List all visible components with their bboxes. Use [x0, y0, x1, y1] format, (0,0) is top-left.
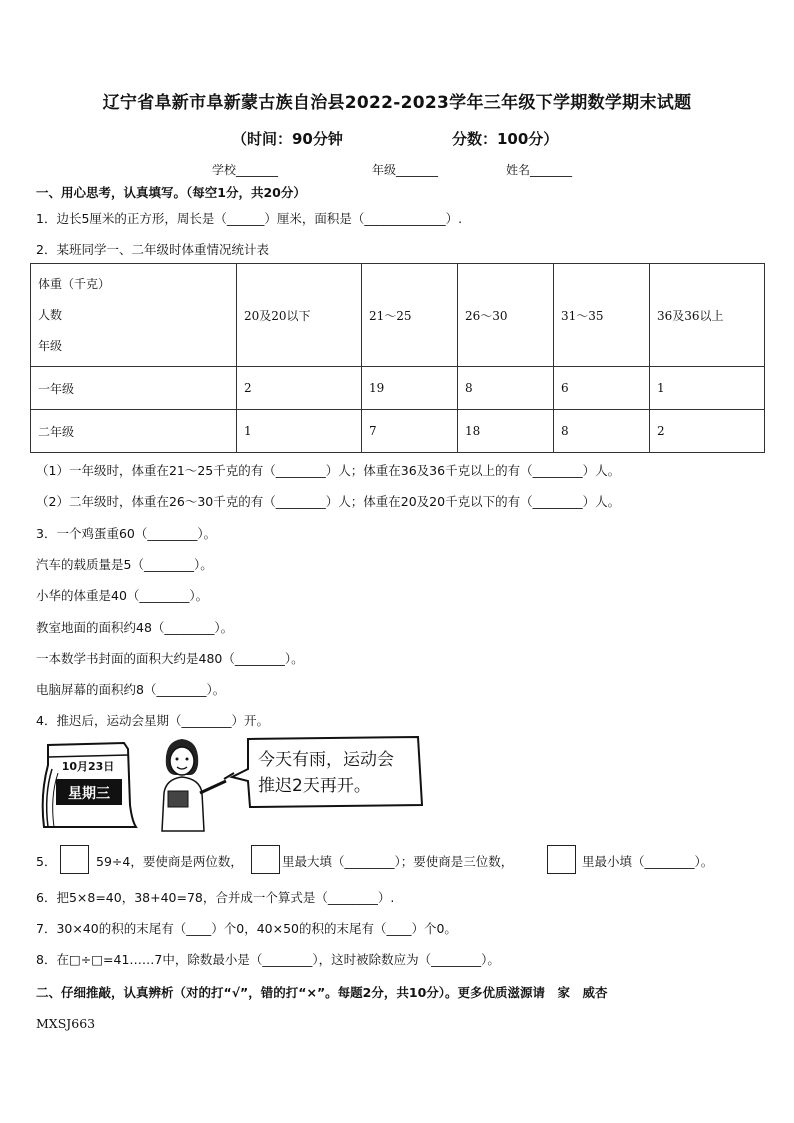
weight-table	[30, 263, 765, 453]
table-cell: 2	[237, 367, 362, 410]
question-3-e: 一本数学书封面的面积大约是480（________）。	[36, 651, 304, 666]
question-3-d: 教室地面的面积约48（________）。	[36, 620, 234, 635]
grade-field: 年级_______	[372, 163, 439, 177]
document-code: MXSJ663	[36, 1016, 96, 1031]
question-4-illustration	[36, 735, 436, 835]
table-cell: 1	[237, 410, 362, 453]
question-5-part-a: 59÷4，要使商是两位数，	[96, 854, 243, 869]
table-cell: 7	[362, 410, 458, 453]
school-field: 学校_______	[212, 163, 279, 177]
question-2-2: （2）二年级时，体重在26～30千克的有（________）人；体重在20及20千克以下的有（________）人。	[36, 494, 621, 509]
calendar-date: 10月23日	[61, 760, 115, 773]
question-8: 8．在□÷□=41……7中，除数最小是（________），这时被除数应为（________）。	[36, 952, 500, 967]
table-cell: 8	[458, 367, 554, 410]
speech-line-1: 今天有雨，运动会	[258, 750, 394, 770]
section-1-heading: 一、用心思考，认真填写。（每空1分，共20分）	[36, 185, 306, 200]
table-corner-cell	[31, 264, 237, 367]
table-cell: 8	[554, 410, 650, 453]
question-3-f: 电脑屏幕的面积约8（________）。	[36, 682, 226, 697]
speech-line-2: 推迟2天再开。	[258, 776, 371, 796]
question-4: 4．推迟后，运动会星期（________）开。	[36, 713, 269, 728]
column-header: 31～35	[554, 264, 650, 367]
table-cell: 1	[650, 367, 765, 410]
question-3-b: 汽车的载质量是5（________）。	[36, 557, 213, 572]
question-7: 7．30×40的积的末尾有（____）个0，40×50的积的末尾有（____）个0。	[36, 921, 457, 936]
answer-box[interactable]	[547, 845, 576, 874]
teacher-figure-icon	[162, 739, 234, 831]
table-cell: 18	[458, 410, 554, 453]
speech-bubble	[232, 737, 422, 807]
table-header-row	[31, 264, 765, 367]
question-3: 3．一个鸡蛋重60（________）。	[36, 526, 217, 541]
table-row	[31, 410, 765, 453]
corner-count-label: 人数	[38, 307, 63, 322]
question-5-part-b: 里最大填（________）；要使商是三位数，	[282, 854, 514, 869]
question-3-c: 小华的体重是40（________）。	[36, 588, 209, 603]
column-header: 20及20以下	[237, 264, 362, 367]
exam-score: 分数：100分）	[452, 130, 559, 148]
page-title: 辽宁省阜新市阜新蒙古族自治县2022-2023学年三年级下学期数学期末试题	[102, 93, 692, 113]
table-row	[31, 367, 765, 410]
table-cell: 19	[362, 367, 458, 410]
corner-weight-label: 体重（千克）	[38, 276, 111, 291]
row-label: 二年级	[31, 410, 237, 453]
calendar-icon	[43, 743, 136, 827]
calendar-day: 星期三	[68, 786, 110, 802]
section-2-heading: 二、仔细推敲，认真辨析（对的打“√”，错的打“×”。每题2分，共10分）。更多优质滋源请 家 威杏	[36, 985, 608, 1000]
exam-time: （时间：90分钟	[232, 130, 343, 148]
question-6: 6．把5×8=40，38+40=78，合并成一个算式是（________）.	[36, 890, 395, 905]
question-5-number: 5．	[36, 854, 57, 869]
question-1: 1．边长5厘米的正方形，周长是（______）厘米，面积是（_____________）.	[36, 211, 463, 226]
column-header: 26～30	[458, 264, 554, 367]
answer-box[interactable]	[60, 845, 89, 874]
row-label: 一年级	[31, 367, 237, 410]
column-header: 21～25	[362, 264, 458, 367]
question-5-part-c: 里最小填（________）。	[582, 854, 714, 869]
answer-box[interactable]	[251, 845, 280, 874]
name-field: 姓名_______	[506, 163, 573, 177]
table-cell: 6	[554, 367, 650, 410]
table-cell: 2	[650, 410, 765, 453]
column-header: 36及36以上	[650, 264, 765, 367]
corner-grade-label: 年级	[38, 338, 63, 353]
question-2-1: （1）一年级时，体重在21～25千克的有（________）人；体重在36及36千克以上的有（________）人。	[36, 463, 621, 478]
question-2: 2．某班同学一、二年级时体重情况统计表	[36, 242, 269, 257]
